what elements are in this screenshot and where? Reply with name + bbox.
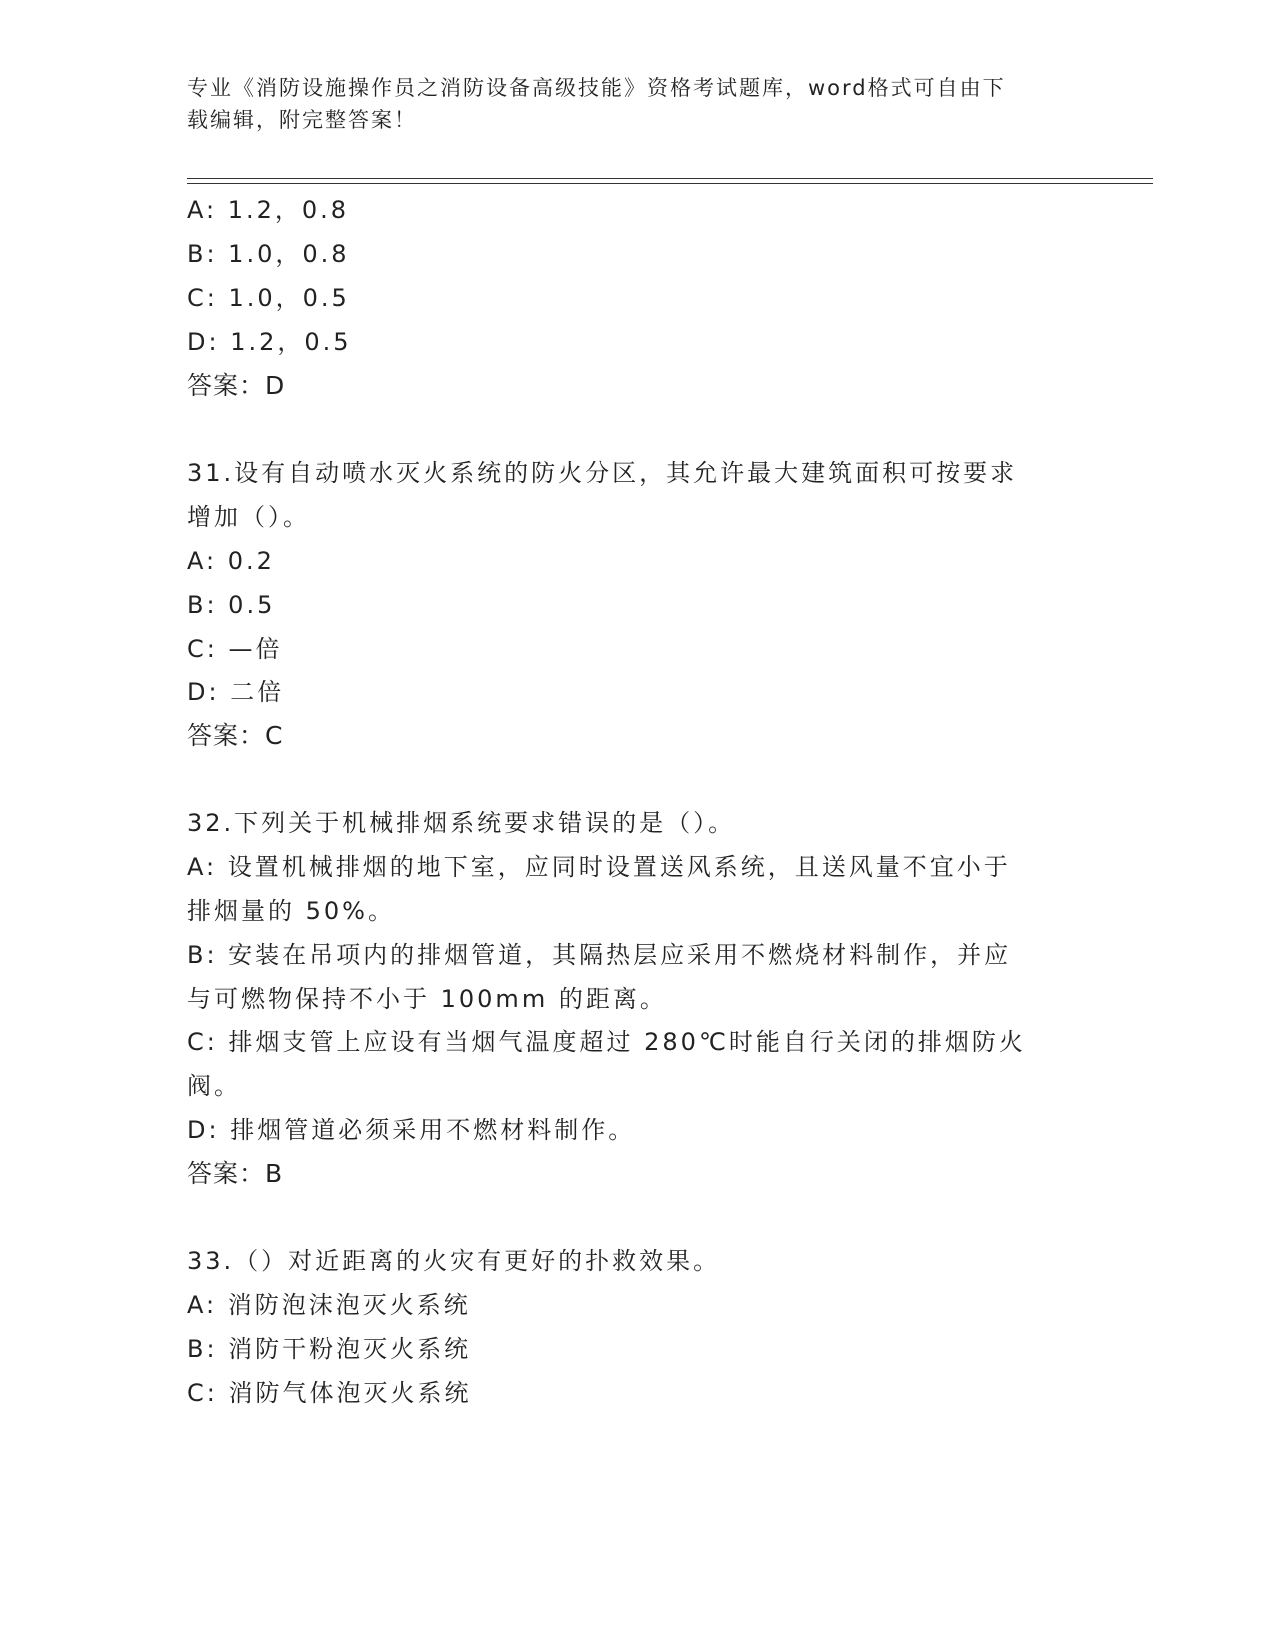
- q30-option-c: C: 1.0，0.5: [187, 284, 350, 312]
- q31-option-d: D: 二倍: [187, 678, 285, 706]
- q32-option-c-line-2: 阀。: [187, 1072, 241, 1100]
- q32-answer: 答案：B: [187, 1159, 284, 1188]
- header-rule-top: [187, 178, 1153, 179]
- q32-option-b-line-1: B: 安装在吊项内的排烟管道，其隔热层应采用不燃烧材料制作，并应: [187, 941, 1012, 969]
- q31-option-c: C: —倍: [187, 635, 283, 663]
- q31-answer: 答案：C: [187, 721, 284, 750]
- q30-option-b: B: 1.0，0.8: [187, 240, 350, 268]
- q32-option-b-line-2: 与可燃物保持不小于 100mm 的距离。: [187, 985, 667, 1013]
- q30-answer: 答案：D: [187, 371, 286, 400]
- q31-stem-line-1: 31.设有自动喷水灭火系统的防火分区，其允许最大建筑面积可按要求: [187, 459, 1018, 487]
- q31-stem-line-2: 增加（）。: [187, 503, 310, 531]
- q32-option-c-line-1: C: 排烟支管上应设有当烟气温度超过 280℃时能自行关闭的排烟防火: [187, 1028, 1026, 1056]
- q30-option-d: D: 1.2，0.5: [187, 328, 352, 356]
- header-rule-bottom: [187, 183, 1153, 184]
- q32-stem: 32.下列关于机械排烟系统要求错误的是（）。: [187, 809, 736, 837]
- q33-option-b: B: 消防干粉泡灭火系统: [187, 1335, 472, 1363]
- q32-option-d: D: 排烟管道必须采用不燃材料制作。: [187, 1116, 636, 1144]
- q33-option-c: C: 消防气体泡灭火系统: [187, 1379, 472, 1407]
- header-line-2: 载编辑，附完整答案！: [187, 108, 417, 132]
- q32-option-a-line-2: 排烟量的 50%。: [187, 897, 395, 925]
- q33-option-a: A: 消防泡沫泡灭火系统: [187, 1291, 471, 1319]
- header-line-1: 专业《消防设施操作员之消防设备高级技能》资格考试题库，word格式可自由下: [187, 76, 1006, 100]
- q30-option-a: A: 1.2，0.8: [187, 196, 350, 224]
- header-text: [187, 72, 1067, 136]
- q31-option-b: B: 0.5: [187, 591, 276, 619]
- q33-stem: 33.（）对近距离的火灾有更好的扑救效果。: [187, 1247, 721, 1275]
- q31-option-a: A: 0.2: [187, 547, 275, 575]
- q32-option-a-line-1: A: 设置机械排烟的地下室，应同时设置送风系统，且送风量不宜小于: [187, 853, 1011, 881]
